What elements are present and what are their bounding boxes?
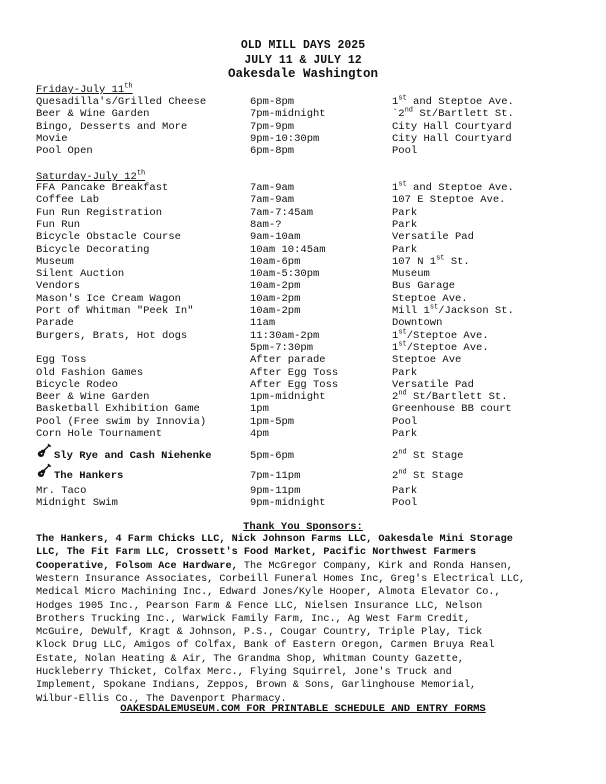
- schedule-row: [0, 96, 606, 108]
- event-name: Old Fashion Games: [36, 366, 144, 379]
- event-location: 107 N 1st St.: [392, 254, 470, 268]
- sponsor-line: [36, 600, 576, 613]
- sponsor-line: [36, 653, 576, 666]
- schedule-row: [0, 293, 606, 305]
- event-time: 10am-2pm: [250, 305, 301, 317]
- event-name: Silent Auction: [36, 268, 125, 281]
- schedule-row: [0, 133, 606, 145]
- event-time: 7am-7:45am: [250, 206, 314, 219]
- event-time: After parade: [250, 354, 326, 367]
- friday-heading: Friday-July 11th: [36, 82, 133, 96]
- schedule-row: [0, 194, 606, 206]
- sponsor-names: Wilbur-Ellis Co., The Davenport Pharmacy.: [36, 693, 287, 705]
- event-time: 10am-5:30pm: [250, 268, 320, 281]
- event-location: 1st/Steptoe Ave.: [392, 328, 489, 342]
- event-time: 6pm-8pm: [250, 145, 295, 158]
- saturday-heading: Saturday-July 12th: [36, 169, 146, 183]
- event-location: 2nd St Stage: [392, 448, 464, 462]
- schedule-row: [0, 244, 606, 256]
- event-name: Mr. Taco: [36, 485, 87, 497]
- sponsor-names: Medical Micro Machining Inc., Edward Jones/Kyle Hooper, Almota Elevator Co.,: [36, 587, 501, 599]
- event-name: Basketball Exhibition Game: [36, 403, 200, 416]
- event-time: 1pm-midnight: [250, 391, 326, 404]
- event-location: City Hall Courtyard: [392, 120, 512, 133]
- event-name: FFA Pancake Breakfast: [36, 182, 169, 194]
- event-location: Park: [392, 428, 418, 440]
- event-location: Park: [392, 206, 418, 219]
- event-name: Movie: [36, 132, 68, 145]
- event-time: 1pm-5pm: [250, 415, 295, 428]
- sponsor-line: [36, 546, 576, 559]
- sponsor-line: [36, 626, 576, 639]
- event-dates: JULY 11 & JULY 12: [244, 54, 362, 67]
- event-name: Mason's Ice Cream Wagon: [36, 292, 181, 305]
- event-time: 11am: [250, 317, 276, 330]
- event-time: 10am-2pm: [250, 292, 301, 305]
- event-location: Park: [392, 366, 418, 379]
- schedule-row: [0, 219, 606, 231]
- event-name: Burgers, Brats, Hot dogs: [36, 329, 188, 342]
- event-time: 11:30am-2pm: [250, 329, 320, 342]
- event-time: 7pm-midnight: [250, 108, 326, 121]
- event-location: Park: [392, 243, 418, 256]
- sponsor-line: [36, 560, 576, 573]
- event-location: Bus Garage: [392, 280, 456, 293]
- schedule-row: [0, 231, 606, 243]
- schedule-row: [0, 485, 606, 497]
- guitar-icon: [36, 463, 52, 479]
- event-title: OLD MILL DAYS 2025: [240, 39, 366, 52]
- schedule-row: [0, 379, 606, 391]
- sponsor-line: [36, 586, 576, 599]
- event-time: 7am-9am: [250, 182, 295, 194]
- event-name: Corn Hole Tournament: [36, 428, 163, 440]
- schedule-row: [0, 145, 606, 157]
- sponsor-names: Western Insurance Associates, Corbeill Funeral Homes Inc, Greg's Electrical LLC,: [36, 573, 526, 585]
- sponsor-names: McGuire, DeWulf, Kragt & Johnson, P.S., Cougar Country, Triple Play, Tick: [36, 627, 483, 639]
- event-location: Steptoe Ave.: [392, 292, 468, 305]
- event-location: Downtown: [392, 317, 443, 330]
- event-location: Pool: [392, 145, 418, 158]
- website-link[interactable]: OAKESDALEMUSEUM.COM FOR PRINTABLE SCHEDULE AND ENTRY FORMS: [120, 703, 486, 715]
- event-name: Beer & Wine Garden: [36, 391, 150, 404]
- schedule-row: [0, 450, 606, 462]
- event-time: 9pm-midnight: [250, 497, 326, 510]
- event-name: Fun Run Registration: [36, 206, 163, 219]
- sponsor-line: [36, 639, 576, 652]
- event-time: 10am-2pm: [250, 280, 301, 293]
- event-location: Steptoe Ave: [392, 354, 462, 367]
- event-time: 9am-10am: [250, 231, 301, 244]
- schedule-row: [0, 121, 606, 133]
- sponsor-line: [36, 666, 576, 679]
- schedule-row: [0, 330, 606, 342]
- schedule-row: [0, 367, 606, 379]
- event-location: 2nd St/Bartlett St.: [392, 389, 508, 404]
- schedule-row: [0, 470, 606, 482]
- event-time: 6pm-8pm: [250, 96, 295, 108]
- schedule-row: [0, 256, 606, 268]
- event-time: 1pm: [250, 403, 269, 416]
- event-name: Vendors: [36, 280, 81, 293]
- event-location: 1st and Steptoe Ave.: [392, 180, 514, 194]
- event-name: Parade: [36, 317, 74, 330]
- schedule-row: [0, 317, 606, 329]
- event-location: Park: [392, 218, 418, 231]
- event-location: 2nd St Stage: [392, 468, 464, 482]
- event-location: Museum: [392, 268, 430, 281]
- event-location: `2nd St/Bartlett St.: [392, 106, 514, 121]
- sponsor-names: The McGregor Company, Kirk and Ronda Hansen,: [237, 560, 513, 572]
- event-name: Sly Rye and Cash Niehenke: [54, 450, 212, 462]
- event-location: Mill 1st/Jackson St.: [392, 303, 514, 317]
- event-time: 9pm-10:30pm: [250, 132, 320, 145]
- event-name: Bingo, Desserts and More: [36, 120, 188, 133]
- sponsor-names: Klock Drug LLC, Amigos of Colfax, Bank of Eastern Oregon, Carmen Bruya Real: [36, 640, 495, 652]
- schedule-row: [0, 182, 606, 194]
- schedule-row: [0, 428, 606, 440]
- event-location: Pool: [392, 415, 418, 428]
- event-location: Pool: [392, 497, 418, 510]
- sponsor-line: [36, 613, 576, 626]
- event-name: Museum: [36, 255, 74, 268]
- schedule-row: [0, 108, 606, 120]
- sponsor-featured: Cooperative, Folsom Ace Hardware,: [36, 560, 238, 572]
- event-name: Egg Toss: [36, 354, 87, 367]
- schedule-row: [0, 497, 606, 509]
- schedule-row: [0, 268, 606, 280]
- sponsor-names: Brothers Trucking Inc., Warwick Family Farm, Inc., Ag West Farm Credit,: [36, 613, 471, 625]
- event-location: Park: [392, 485, 418, 497]
- event-time: 10am-6pm: [250, 255, 301, 268]
- sponsor-names: Estate, Nolan Heating & Air, The Grandma Shop, Whitman County Gazette,: [36, 653, 464, 665]
- event-time: 5pm-6pm: [250, 450, 295, 462]
- event-location: Versatile Pad: [392, 378, 474, 391]
- event-name: Beer & Wine Garden: [36, 108, 150, 121]
- event-time: 9pm-11pm: [250, 485, 301, 497]
- event-location: 107 E Steptoe Ave.: [392, 194, 506, 207]
- event-time: 8am-?: [250, 218, 282, 231]
- schedule-row: [0, 403, 606, 415]
- event-time: 5pm-7:30pm: [250, 341, 314, 354]
- event-time: After Egg Toss: [250, 378, 339, 391]
- event-location: 1st and Steptoe Ave.: [392, 94, 514, 108]
- event-time: 7pm-11pm: [250, 470, 301, 482]
- schedule-row: [0, 342, 606, 354]
- event-time: 7pm-9pm: [250, 120, 295, 133]
- event-name: Port of Whitman "Peek In": [36, 305, 194, 317]
- event-name: The Hankers: [54, 470, 124, 482]
- event-time: 10am 10:45am: [250, 243, 326, 256]
- schedule-row: [0, 391, 606, 403]
- event-name: Midnight Swim: [36, 497, 118, 510]
- sponsor-line: [36, 679, 576, 692]
- event-name: Bicycle Decorating: [36, 243, 150, 256]
- schedule-row: [0, 416, 606, 428]
- event-name: Bicycle Rodeo: [36, 378, 118, 391]
- sponsor-featured: The Hankers, 4 Farm Chicks LLC, Nick Johnson Farms LLC, Oakesdale Mini Storage: [36, 534, 513, 545]
- event-time: After Egg Toss: [250, 366, 339, 379]
- schedule-row: [0, 305, 606, 317]
- event-location: Versatile Pad: [392, 231, 474, 244]
- event-time: 7am-9am: [250, 194, 295, 207]
- sponsor-line: [36, 573, 576, 586]
- sponsors-heading: Thank You Sponsors:: [243, 521, 363, 533]
- event-name: Coffee Lab: [36, 194, 100, 207]
- sponsor-names: Huckleberry Thicket, Colfax Merc., Flying Squirrel, Jone's Truck and: [36, 667, 452, 678]
- event-location: Oakesdale Washington: [227, 67, 379, 81]
- event-time: 4pm: [250, 428, 269, 440]
- sponsor-names: Hodges 1905 Inc., Pearson Farm & Fence LLC, Nielsen Insurance LLC, Nelson: [36, 600, 483, 612]
- event-location: City Hall Courtyard: [392, 132, 512, 145]
- event-name: Fun Run: [36, 218, 81, 231]
- event-name: Bicycle Obstacle Course: [36, 231, 181, 244]
- event-name: Quesadilla's/Grilled Cheese: [36, 96, 207, 108]
- sponsor-line: [36, 533, 576, 546]
- event-location: Greenhouse BB court: [392, 403, 512, 416]
- event-name: Pool (Free swim by Innovia): [36, 415, 207, 428]
- event-name: Pool Open: [36, 145, 93, 158]
- schedule-row: [0, 354, 606, 366]
- sponsor-featured: LLC, The Fit Farm LLC, Crossett's Food Market, Pacific Northwest Farmers: [36, 547, 477, 559]
- event-location: 1st/Steptoe Ave.: [392, 340, 489, 354]
- guitar-icon: [36, 443, 52, 459]
- sponsor-names: Implement, Spokane Indians, Zeppos, Brown & Sons, Garlinghouse Memorial,: [36, 680, 477, 692]
- schedule-row: [0, 207, 606, 219]
- schedule-row: [0, 280, 606, 292]
